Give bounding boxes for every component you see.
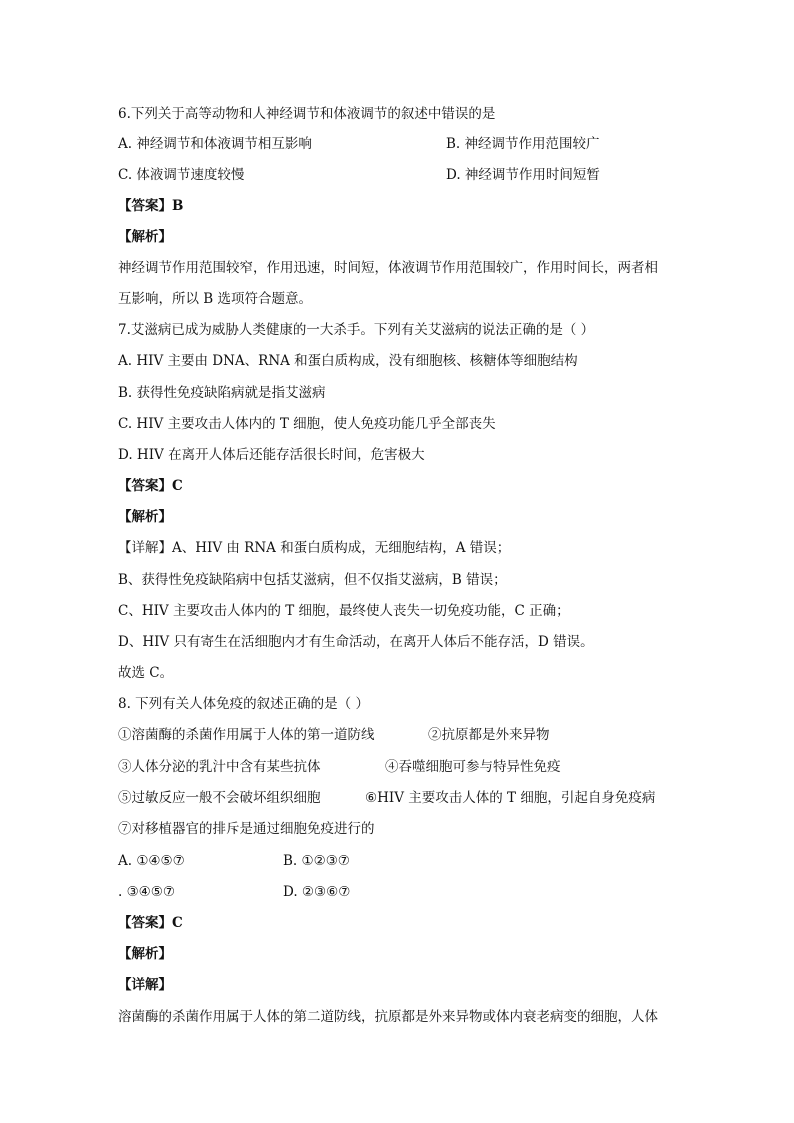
q7-detail-line-5: 故选 C。 <box>118 665 174 681</box>
q6-analysis-line-2: 互影响，所以 B 选项符合题意。 <box>118 291 313 307</box>
q8-option-a: A. ①④⑤⑦ <box>118 853 185 869</box>
q8-statement-6: ⑥HIV 主要攻击人体的 T 细胞，引起自身免疫病 <box>365 790 656 806</box>
q8-statement-2: ②抗原都是外来异物 <box>428 727 550 743</box>
q8-statement-5: ⑤过敏反应一般不会破坏组织细胞 <box>118 790 321 806</box>
q7-detail-line-2: B、获得性免疫缺陷病中包括艾滋病，但不仅指艾滋病，B 错误； <box>118 572 507 588</box>
q6-option-b: B. 神经调节作用范围较广 <box>446 136 600 152</box>
q8-statement-3: ③人体分泌的乳汁中含有某些抗体 <box>118 759 321 775</box>
q6-analysis-line-1: 神经调节作用范围较窄，作用迅速，时间短，体液调节作用范围较广，作用时间长，两者相 <box>118 260 658 276</box>
q6-option-c: C. 体液调节速度较慢 <box>118 167 245 183</box>
q8-option-b: B. ①②③⑦ <box>283 853 350 869</box>
question-8-stem: 8. 下列有关人体免疫的叙述正确的是（ ） <box>118 696 369 712</box>
q7-option-b: B. 获得性免疫缺陷病就是指艾滋病 <box>118 385 326 401</box>
q7-detail-line-4: D、HIV 只有寄生在活细胞内才有生命活动，在离开人体后不能存活，D 错误。 <box>118 634 594 650</box>
q7-option-d: D. HIV 在离开人体后还能存活很长时间，危害极大 <box>118 447 425 463</box>
q8-statement-7: ⑦对移植器官的排斥是通过细胞免疫进行的 <box>118 821 375 837</box>
q7-option-a: A. HIV 主要由 DNA、RNA 和蛋白质构成，没有细胞核、核糖体等细胞结构 <box>118 353 578 369</box>
q7-detail-line-1: 【详解】A、HIV 由 RNA 和蛋白质构成，无细胞结构，A 错误； <box>118 540 511 556</box>
q8-option-c: . ③④⑤⑦ <box>118 884 175 900</box>
q8-analysis-title: 【解析】 <box>118 946 172 962</box>
q8-option-d: D. ②③⑥⑦ <box>283 884 351 900</box>
q6-answer: 【答案】B <box>118 198 184 214</box>
q6-option-a: A. 神经调节和体液调节相互影响 <box>118 136 312 152</box>
q8-detail-line-1: 溶菌酶的杀菌作用属于人体的第二道防线，抗原都是外来异物或体内衰老病变的细胞，人体 <box>118 1009 658 1025</box>
q7-option-c: C. HIV 主要攻击人体内的 T 细胞，使人免疫功能几乎全部丧失 <box>118 416 496 432</box>
q8-answer: 【答案】C <box>118 915 183 931</box>
q8-statement-1: ①溶菌酶的杀菌作用属于人体的第一道防线 <box>118 727 375 743</box>
q7-analysis-title: 【解析】 <box>118 509 172 525</box>
question-7-stem: 7.艾滋病已成为威胁人类健康的一大杀手。下列有关艾滋病的说法正确的是（ ） <box>118 322 595 338</box>
q7-answer: 【答案】C <box>118 478 183 494</box>
q8-detail-title: 【详解】 <box>118 977 172 993</box>
q6-option-d: D. 神经调节作用时间短暂 <box>446 167 600 183</box>
q7-detail-line-3: C、HIV 主要攻击人体内的 T 细胞，最终使人丧失一切免疫功能，C 正确； <box>118 603 570 619</box>
question-6-stem: 6.下列关于高等动物和人神经调节和体液调节的叙述中错误的是 <box>118 106 496 122</box>
q8-statement-4: ④吞噬细胞可参与特异性免疫 <box>385 759 561 775</box>
q6-analysis-title: 【解析】 <box>118 229 172 245</box>
